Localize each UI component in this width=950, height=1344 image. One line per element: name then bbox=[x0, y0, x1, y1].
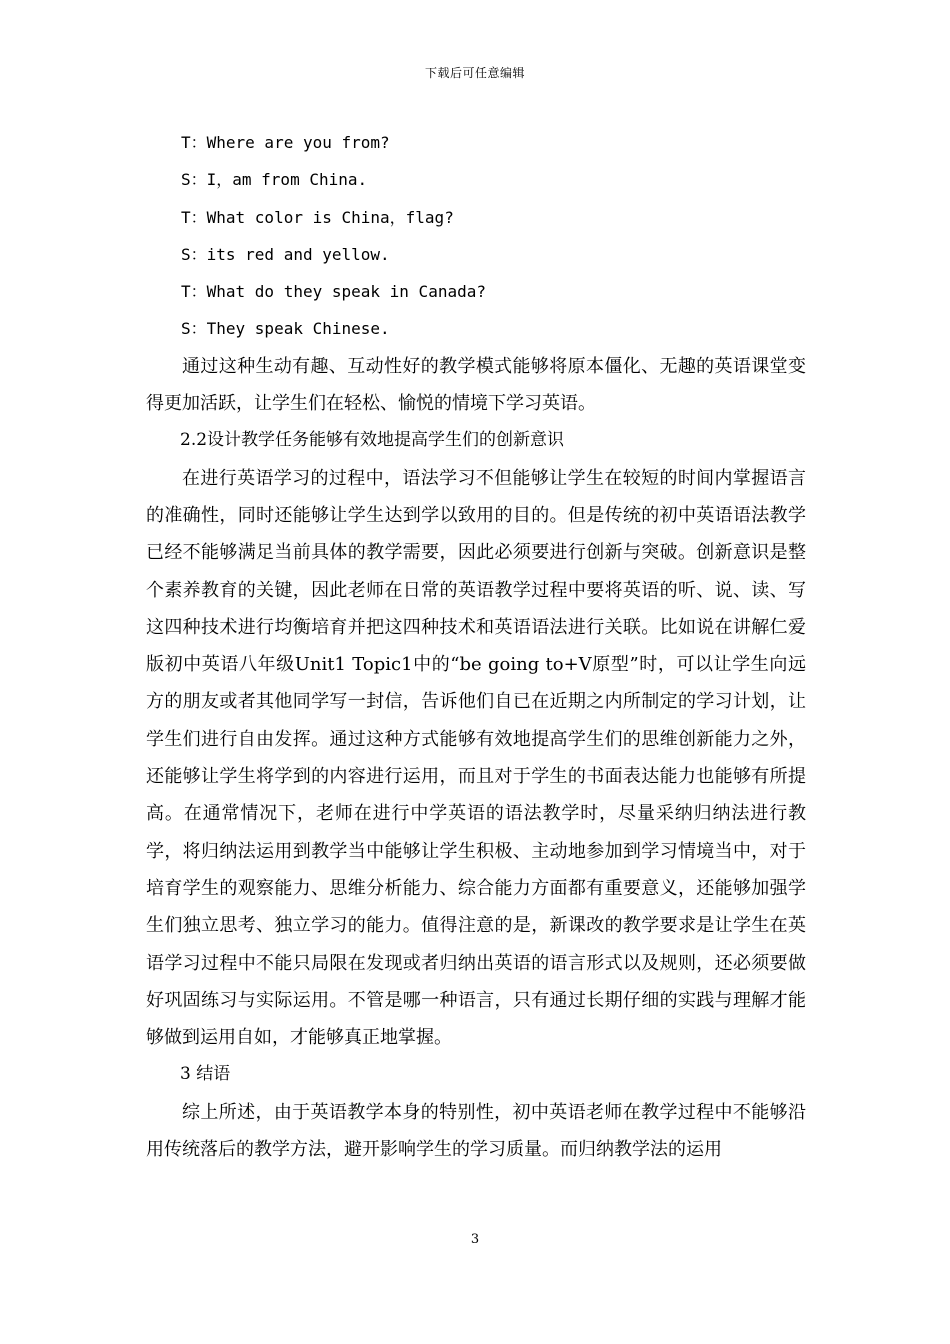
paragraph-teaching-mode: 通过这种生动有趣、互动性好的教学模式能够将原本僵化、无趣的英语课堂变得更加活跃，让学生们在轻松、愉悦的情境下学习英语。 bbox=[146, 355, 806, 415]
section-heading-2-2: 2.2设计教学任务能够有效地提高学生们的创新意识 bbox=[180, 430, 565, 451]
page-header: 下载后可任意编辑 bbox=[424, 66, 525, 80]
document-body bbox=[146, 124, 806, 1168]
dialogue-line: S：I，am from China. bbox=[181, 170, 368, 190]
paragraph-grammar-innovation: 在进行英语学习的过程中，语法学习不但能够让学生在较短的时间内掌握语言的准确性，同时还能够让学生达到学以致用的目的。但是传统的初中英语语法教学已经不能够满足当前具体的教学需要，因此必须要进行创新与突破。创新意识是整个素养教育的关键，因此老师在日常的英语教学过程中要将英语的听、说、读、写这四种技术进行均衡培育并把这四种技术和英语语法进行关联。比如说在讲解仁爱版初中英语八年级Unit1 Topic1中的“be going to+V原型”时，可以让学生向远方的朋友或者其他同学写一封信，告诉他们自已在近期之内所制定的学习计划，让学生们进行自由发挥。通过这种方式能够有效地提高学生们的思维创新能力之外，还能够让学生将学到的内容进行运用，而且对于学生的书面表达能力也能够有所提高。在通常情况下，老师在进行中学英语的语法教学时，尽量采纳归纳法进行教学，将归纳法运用到教学当中能够让学生积极、主动地参加到学习情境当中，对于培育学生的观察能力、思维分析能力、综合能力方面都有重要意义，还能够加强学生们独立思考、独立学习的能力。值得注意的是，新课改的教学要求是让学生在英语学习过程中不能只局限在发现或者归纳出英语的语言形式以及规则，还必须要做好巩固练习与实际运用。不管是哪一种语言，只有通过长期仔细的实践与理解才能够做到运用自如，才能够真正地掌握。 bbox=[146, 467, 806, 1049]
dialogue-line: T：What color is China，flag? bbox=[181, 207, 454, 227]
dialogue-line: T：What do they speak in Canada? bbox=[181, 282, 486, 302]
dialogue-line: S：They speak Chinese. bbox=[181, 319, 390, 339]
page-number: 3 bbox=[470, 1232, 480, 1247]
section-heading-3: 3 结语 bbox=[180, 1064, 231, 1085]
dialogue-line: T：Where are you from? bbox=[181, 133, 390, 152]
paragraph-conclusion: 综上所述，由于英语教学本身的特别性，初中英语老师在教学过程中不能够沿用传统落后的教学方法，避开影响学生的学习质量。而归纳教学法的运用 bbox=[146, 1101, 806, 1161]
dialogue-line: S：its red and yellow. bbox=[181, 244, 390, 264]
